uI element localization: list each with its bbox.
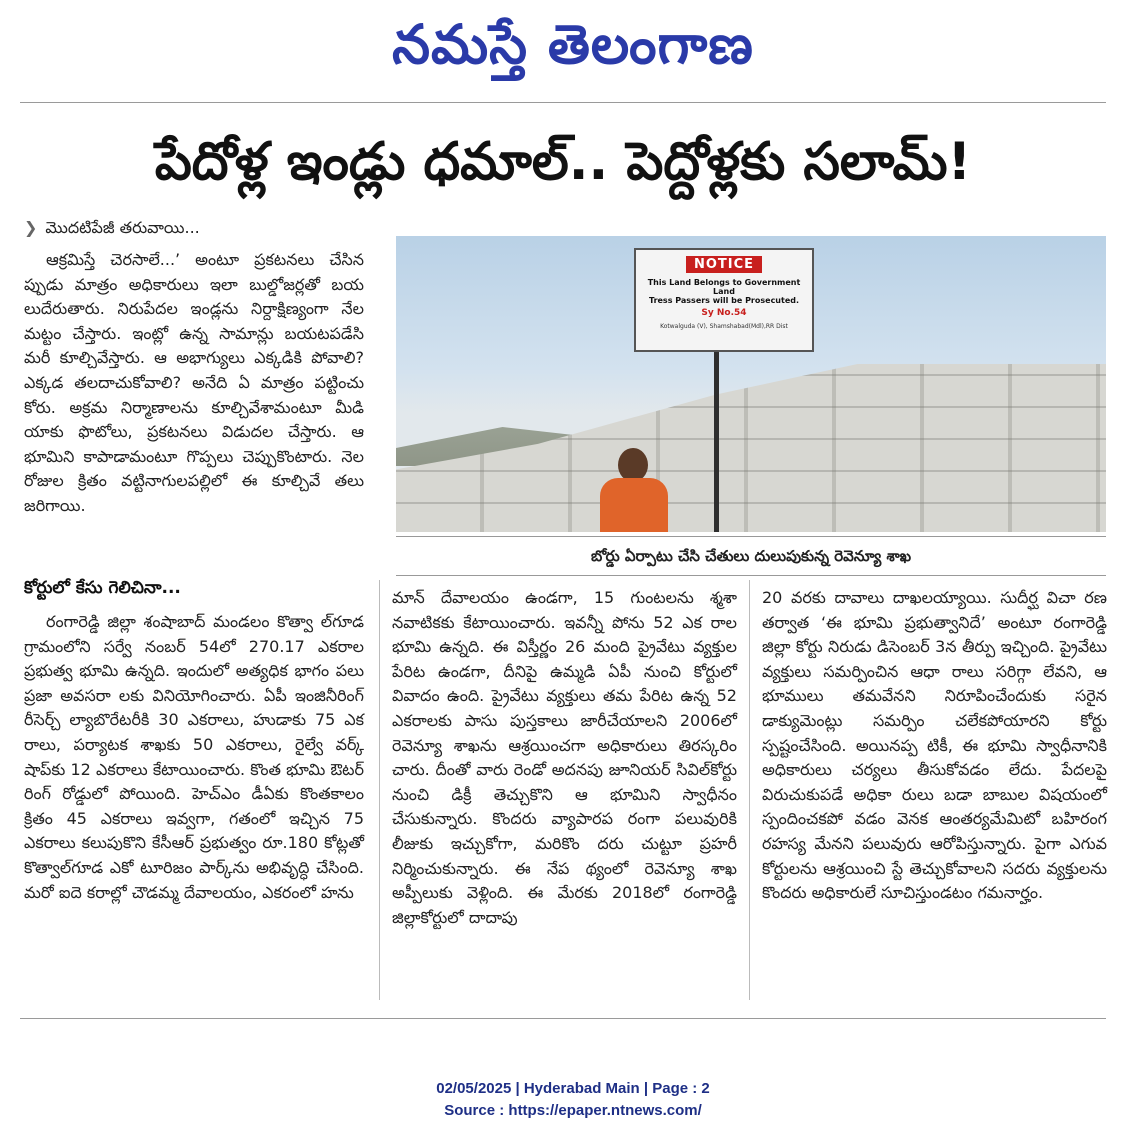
footer-source: Source : https://epaper.ntnews.com/ (444, 1102, 702, 1119)
person-body (600, 478, 668, 532)
headline: పేదోళ్ల ఇండ్లు ధమాల్‌.. పెద్దోళ్లకు సలామ్‌! (154, 132, 972, 192)
bottom-rule (20, 1018, 1106, 1019)
col2-paragraph: మాన్‌ దేవాలయం ఉండగా, 15 గుంటలను శ్మశా నవాటికకు కేటాయించారు. ఇవన్నీ పోను 52 ఎక రాల భూమి ఉన్నది. ఈ విస్తీర్ణం 26 మంది ప్రైవేటు వ్యక్తుల పేరిట ఉండగా, దీనిపై ఉమ్మడి ఏపీ నుంచి కోర్టులో వివాదం ఉంది. ప్రైవేటు వ్యక్తులు తమ పేరిట ఉన్న 52 ఎకరాలకు పాసు పుస్తకాలు జారీచేయాలని 2006లో రెవెన్యూ శాఖను ఆశ్రయించగా అధికారులు తిరస్కరిం చారు. దీంతో వారు రెండో అదనపు జూనియర్‌ సివిల్‌కోర్టు నుంచి డిక్రీ తెచ్చుకొని ఆ భూమిని స్వాధీనం చేసుకున్నారు. కొందరు వ్యాపారప రంగా పలువురికి లీజుకు ఇచ్చుకోగా, మరికొం దరు చుట్టూ ప్రహరీ నిర్మించుకున్నారు. ఈ నేప థ్యంలో రెవెన్యూ శాఖ అప్పీలుకు వెళ్లింది. ఈ మేరకు 2018లో రంగారెడ్డి జిల్లాకోర్టులో దాదాపు (392, 588, 737, 927)
footer-date-edition: 02/05/2025 | Hyderabad Main | Page : 2 (436, 1080, 710, 1097)
column-divider-1 (379, 580, 380, 1000)
chevron-right-icon: ❯ (24, 218, 38, 237)
masthead: నమస్తే తెలంగాణ (392, 12, 754, 76)
top-rule (20, 102, 1106, 103)
news-photo (396, 236, 1106, 532)
person-head (618, 448, 648, 482)
column-3 (762, 586, 1107, 906)
intro-paragraph: ఆక్రమిస్తే చెరసాలే...’ అంటూ ప్రకటనలు చేసిన ప్పుడు మాత్రం అధికారులు ఇలా బుల్డోజర్లతో బయ లుదేరుతారు. నిరుపేదల ఇండ్లను నిర్దాక్షిణ్యంగా నేల మట్టం చేస్తారు. ఇంట్లో ఉన్న సామాన్లు బయటపడేసి మరీ కూల్చివేస్తారు. ఆ అభాగ్యులు ఎక్కడికి పోవాలి? ఎక్కడ తలదాచుకోవాలి? అనేది ఏ మాత్రం పట్టించు కోరు. అక్రమ నిర్మాణాలను కూల్చివేశామంటూ మీడి యాకు ఫొటోలు, ప్రకటనలు విడుదల చేస్తారు. ఆ భూమిని కాపాడామంటూ గొప్పలు చెప్పుకొంటారు. నెల రోజుల క్రితం వట్టినాగులపల్లిలో ఈ కూల్చివే తలు జరిగాయి. (24, 250, 364, 515)
notice-line-2: Tress Passers will be Prosecuted. (648, 296, 800, 305)
kicker-text: మొదటిపేజీ తరువాయి... (45, 218, 200, 237)
col1-paragraph: రంగారెడ్డి జిల్లా శంషాబాద్‌ మండలం కొత్వా ల్‌గూడ గ్రామంలోని సర్వే నంబర్‌ 54లో 270.17 ఎకరాల ప్రభుత్వ భూమి ఉన్నది. ఇందులో అత్యధిక భాగం పలు ప్రజా అవసరా లకు వినియోగించారు. ఏపీ ఇంజినీరింగ్‌ రీసెర్చ్‌ ల్యాబొరేటరీకి 30 ఎకరాలు, హుడాకు 75 ఎక రాలు, పర్యాటక శాఖకు 50 ఎకరాలు, రైల్వే వర్క్‌ షాప్‌కు 12 ఎకరాలు కేటాయించారు. కొంత భూమి ఔటర్‌ రింగ్‌ రోడ్డులో పోయింది. హెచ్‌ఎం డీఏకు కొంతకాలం క్రితం 45 ఎకరాలు ఇవ్వగా, గతంలో ఇచ్చిన 75 ఎకరాలు కలుపుకొని కేసీఆర్‌ ప్రభుత్వం రూ.180 కోట్లతో కొత్వాల్‌గూడ ఎకో టూరిజం పార్క్‌ను అభివృద్ధి చేసింది. మరో ఐదె కరాల్లో చౌడమ్మ దేవాలయం, ఎకరంలో హను (24, 612, 364, 902)
photo-caption: బోర్డు ఏర్పాటు చేసి చేతులు దులుపుకున్న రెవెన్యూ శాఖ (396, 536, 1106, 576)
person-figure (594, 448, 674, 532)
col3-paragraph: 20 వరకు దావాలు దాఖలయ్యాయి. సుదీర్ఘ విచా రణ తర్వాత ‘ఈ భూమి ప్రభుత్వానిదే’ అంటూ రంగారెడ్డి జిల్లా కోర్టు నిరుడు డిసెంబర్‌ 3న తీర్పు ఇచ్చింది. ప్రైవేటు వ్యక్తులు సమర్పించిన ఆధా రాలు సరిగ్గా లేవని, ఆ భూములు తమవేనని నిరూపించేందుకు సరైన డాక్యుమెంట్లు సమర్పిం చలేకపోయారని కోర్టు స్పష్టంచేసింది. అయినప్ప టికీ, ఈ భూమి స్వాధీనానికి అధికారులు చర్యలు తీసుకోవడం లేదు. పేదలపై విరుచుకుపడే అధికా రులు బడా బాబుల విషయంలో స్పందించకపో వడం వెనక ఆంతర్యమేమిటో బహిరంగ రహస్య మేనని పలువురు ఆరోపిస్తున్నారు. పైగా ఎగువ కోర్టులను ఆశ్రయించి స్టే తెచ్చుకోవాలని సదరు వ్యక్తులను కొందరు అధికారులే సూచిస్తుండటం గమనార్హం. (762, 588, 1107, 903)
column-2 (392, 586, 737, 930)
column-divider-2 (749, 580, 750, 1000)
subheading: కోర్టులో కేసు గెలిచినా... (24, 578, 181, 598)
notice-board (634, 248, 814, 352)
footer (0, 1078, 1146, 1122)
kicker (24, 218, 200, 241)
notice-survey: Sy No.54 (701, 308, 747, 318)
notice-location: Kotwalguda (V), Shamshabad(Mdl),RR Dist (660, 323, 788, 330)
intro-column (24, 248, 364, 519)
column-1 (24, 610, 364, 905)
sign-pole (714, 336, 719, 532)
notice-line-1: This Land Belongs to Government Land (647, 278, 801, 296)
notice-title: NOTICE (686, 256, 762, 273)
